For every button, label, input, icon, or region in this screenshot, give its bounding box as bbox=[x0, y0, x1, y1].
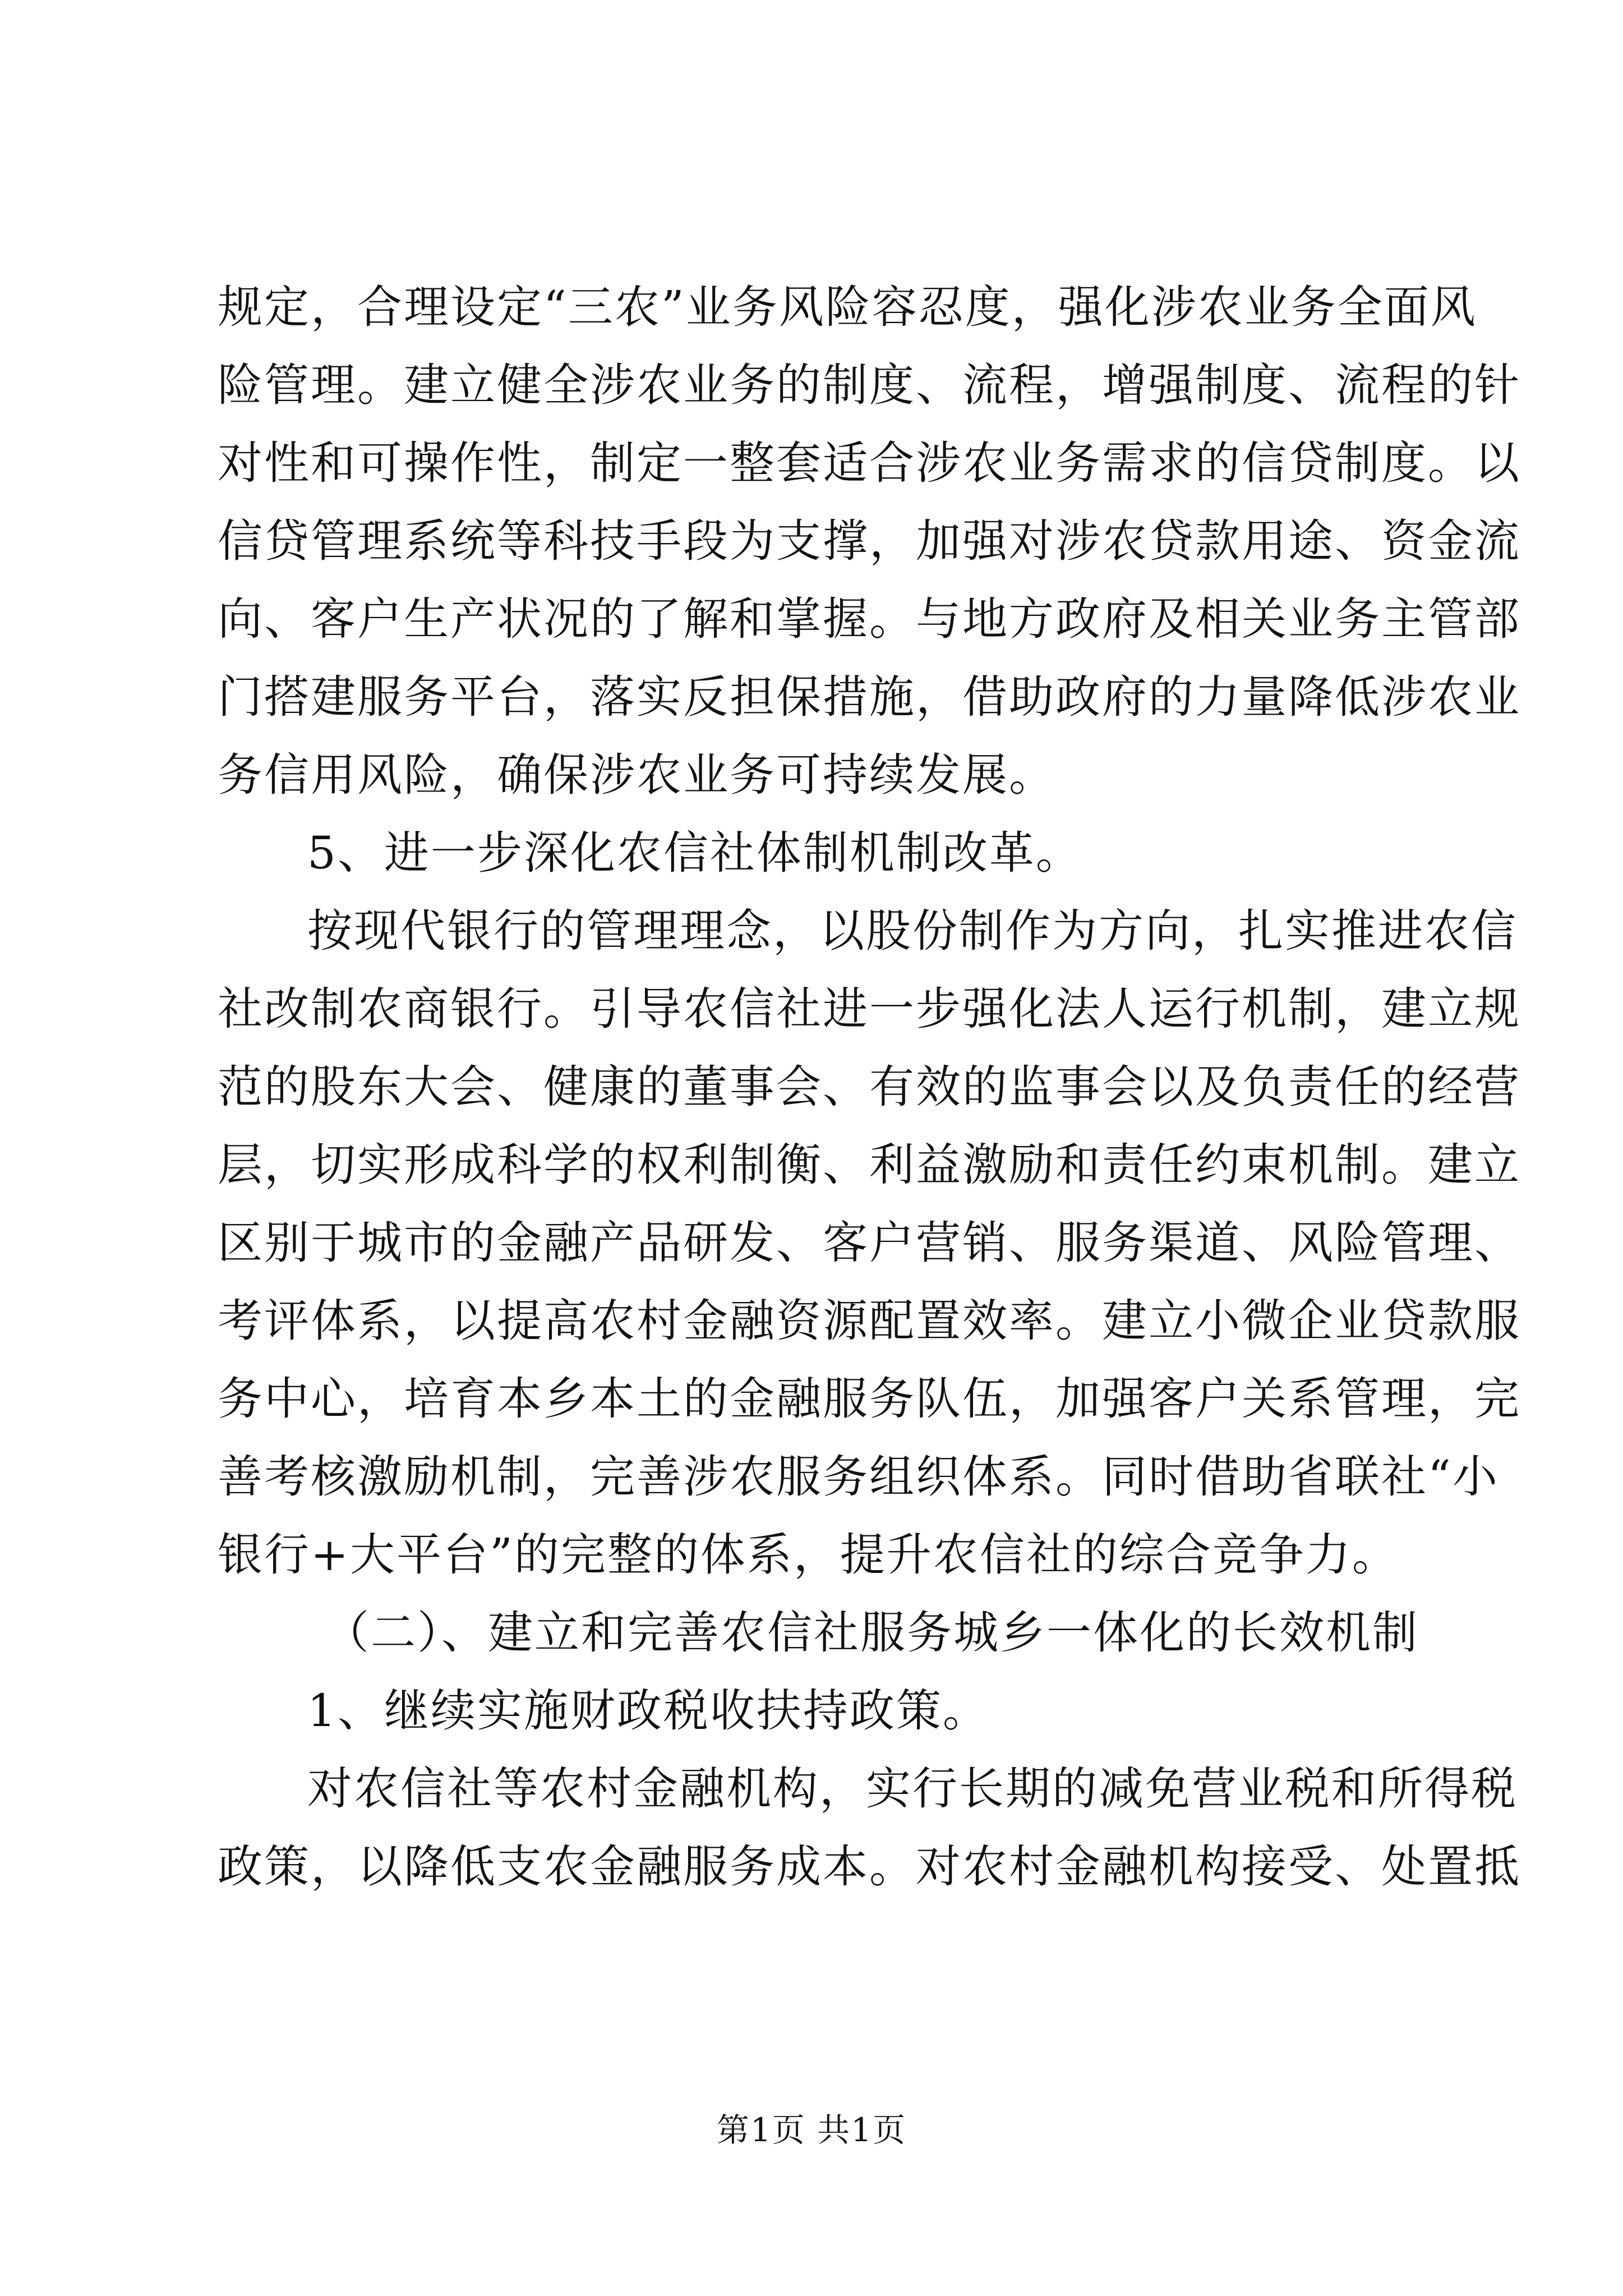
section-heading: 1、继续实施财政税收扶持政策。 bbox=[307, 1685, 989, 1737]
paragraph-line: 考评体系，以提高农村金融资源配置效率。建立小微企业贷款服 bbox=[218, 1295, 1521, 1347]
paragraph-line: 按现代银行的管理理念，以股份制作为方向，扎实推进农信 bbox=[307, 905, 1518, 957]
page-footer: 第1页 共1页 bbox=[716, 2111, 907, 2149]
body-text bbox=[218, 268, 1521, 1906]
paragraph-line: 规定，合理设定“三农”业务风险容忍度，强化涉农业务全面风 bbox=[218, 281, 1477, 333]
section-heading: 5、进一步深化农信社体制机制改革。 bbox=[307, 827, 1082, 879]
paragraph-line: 务中心，培育本乡本土的金融服务队伍，加强客户关系管理，完 bbox=[218, 1373, 1521, 1425]
section-heading: （二）、建立和完善农信社服务城乡一体化的长效机制 bbox=[324, 1607, 1419, 1659]
paragraph-line: 向、客户生产状况的了解和掌握。与地方政府及相关业务主管部 bbox=[218, 593, 1521, 645]
paragraph-line: 范的股东大会、健康的董事会、有效的监事会以及负责任的经营 bbox=[218, 1061, 1521, 1113]
paragraph-line: 政策，以降低支农金融服务成本。对农村金融机构接受、处置抵 bbox=[218, 1841, 1521, 1893]
paragraph-line: 银行+大平台”的完整的体系，提升农信社的综合竞争力。 bbox=[218, 1529, 1399, 1581]
paragraph-line: 社改制农商银行。引导农信社进一步强化法人运行机制，建立规 bbox=[218, 983, 1521, 1035]
paragraph-line: 对农信社等农村金融机构，实行长期的减免营业税和所得税 bbox=[307, 1763, 1518, 1815]
paragraph-line: 务信用风险，确保涉农业务可持续发展。 bbox=[218, 749, 1055, 801]
paragraph-line: 对性和可操作性，制定一整套适合涉农业务需求的信贷制度。以 bbox=[218, 437, 1521, 489]
paragraph-line: 善考核激励机制，完善涉农服务组织体系。同时借助省联社“小 bbox=[218, 1451, 1499, 1503]
paragraph-line: 层，切实形成科学的权利制衡、利益激励和责任约束机制。建立 bbox=[218, 1139, 1521, 1191]
paragraph-line: 区别于城市的金融产品研发、客户营销、服务渠道、风险管理、 bbox=[218, 1217, 1521, 1269]
paragraph-line: 门搭建服务平台，落实反担保措施，借助政府的力量降低涉农业 bbox=[218, 671, 1521, 723]
paragraph-line: 险管理。建立健全涉农业务的制度、流程，增强制度、流程的针 bbox=[218, 359, 1521, 411]
paragraph-line: 信贷管理系统等科技手段为支撑，加强对涉农贷款用途、资金流 bbox=[218, 515, 1521, 567]
